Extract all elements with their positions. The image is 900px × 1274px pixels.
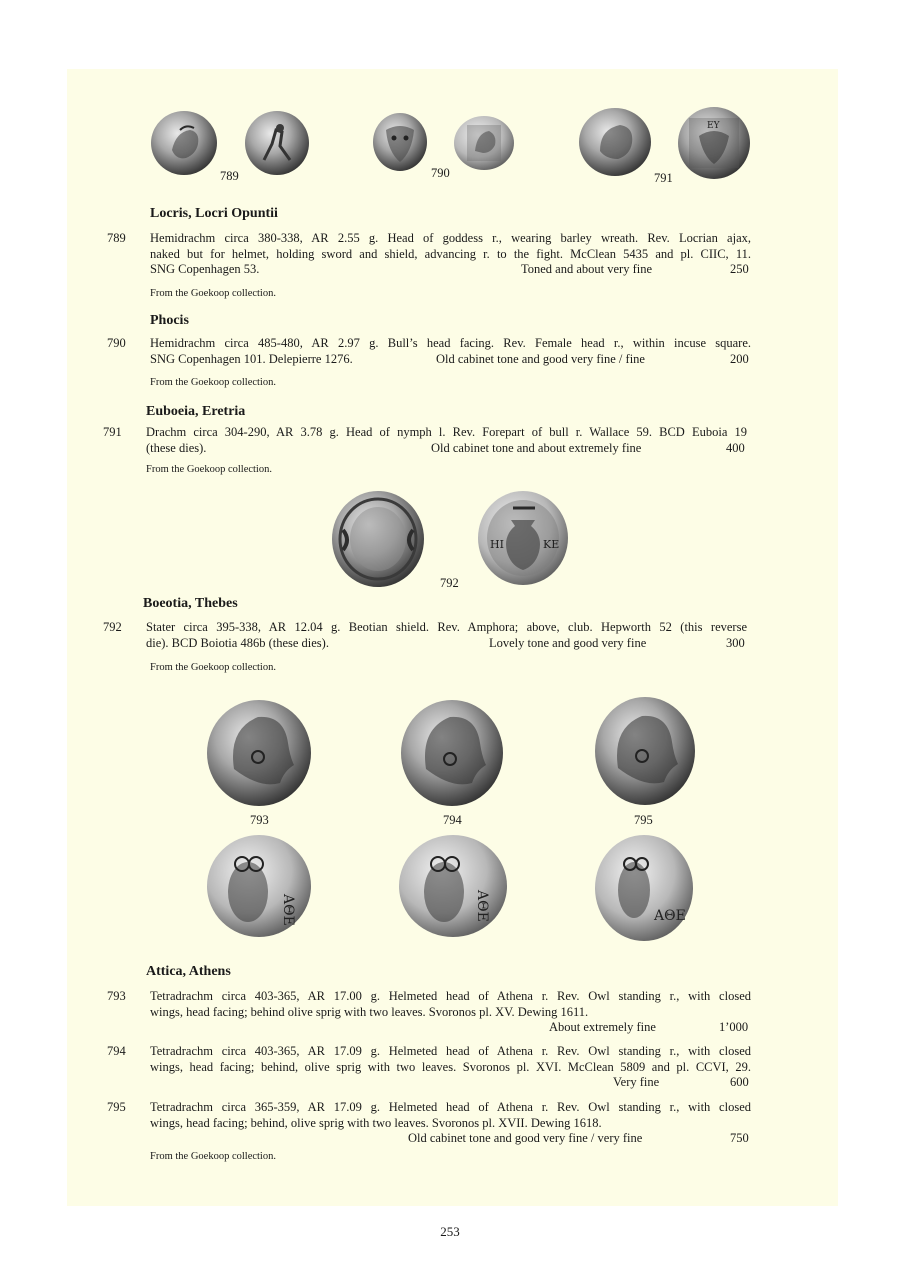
lot-794-estimate: 600: [730, 1075, 749, 1089]
coin-792-reverse: [477, 490, 569, 586]
lot-795-line-2: wings, head facing; behind, olive sprig with two leaves. Svoronos pl. XVII. Dewing 1618.: [150, 1115, 602, 1130]
section-heading-boeotia: Boeotia, Thebes: [143, 596, 238, 611]
coin-789-reverse: [244, 110, 310, 176]
lot-793-grade: About extremely fine: [549, 1020, 656, 1034]
lot-790-grade: Old cabinet tone and good very fine / fine: [436, 352, 645, 366]
lot-number-795: 795: [107, 1100, 126, 1114]
lot-description-795: [150, 1100, 751, 1131]
section-heading-euboeia: Euboeia, Eretria: [146, 404, 246, 419]
lot-789-grade: Toned and about very fine: [521, 262, 653, 276]
lot-number-792: 792: [103, 620, 122, 634]
lot-791-line-2: (these dies).: [146, 440, 207, 455]
lot-description-794: [150, 1044, 751, 1075]
lot-792-line-2: die). BCD Boiotia 486b (these dies).: [146, 635, 329, 650]
lot-795-provenance: From the Goekoop collection.: [150, 1151, 276, 1162]
lot-792-grade: Lovely tone and good very fine: [489, 636, 647, 650]
lot-description-792: [146, 620, 747, 651]
coin-793-inscription: ΑΘΕ: [280, 894, 296, 926]
lot-794-line-2: wings, head facing; behind, olive sprig with two leaves. Svoronos pl. XVI. McClean 5809 and pl. CCVI, 29.: [150, 1059, 751, 1074]
coin-label-790: 790: [431, 166, 450, 180]
coin-792-obverse: [331, 490, 425, 588]
coin-794-obverse: [400, 699, 504, 807]
coin-label-791: 791: [654, 171, 673, 185]
coin-label-795: 795: [634, 813, 653, 827]
coin-791-reverse: [677, 106, 751, 180]
lot-number-793: 793: [107, 989, 126, 1003]
coin-label-794: 794: [443, 813, 462, 827]
lot-794-line-1: Tetradrachm circa 403-365, AR 17.09 g. Helmeted head of Athena r. Rev. Owl standing r., with closed: [150, 1044, 751, 1058]
lot-791-line-1: Drachm circa 304-290, AR 3.78 g. Head of nymph l. Rev. Forepart of bull r. Wallace 59. BCD Euboia 19: [146, 425, 747, 439]
lot-790-line-2: SNG Copenhagen 101. Delepierre 1276.: [150, 351, 353, 366]
coin-792-inscription-right: ΚΕ: [543, 538, 560, 551]
lot-789-line-3: SNG Copenhagen 53.: [150, 262, 260, 276]
coin-789-obverse: [150, 110, 218, 176]
lot-number-790: 790: [107, 336, 126, 350]
coin-791-inscription: ΕΥ: [707, 121, 720, 131]
coin-795-reverse: [594, 834, 694, 942]
page-number: 253: [440, 1224, 460, 1239]
coin-795-obverse: [594, 696, 696, 806]
coin-794-reverse: [398, 834, 508, 938]
lot-792-estimate: 300: [726, 636, 745, 650]
lot-790-estimate: 200: [730, 352, 749, 366]
lot-description-793: [150, 989, 751, 1020]
lot-number-794: 794: [107, 1044, 126, 1058]
lot-793-line-2: wings, head facing; behind olive sprig with two leaves. Svoronos pl. XV. Dewing 1611.: [150, 1004, 589, 1019]
lot-790-provenance: From the Goekoop collection.: [150, 377, 276, 388]
lot-795-grade: Old cabinet tone and good very fine / very fine: [408, 1131, 643, 1145]
lot-number-791: 791: [103, 425, 122, 439]
lot-791-estimate: 400: [726, 441, 745, 455]
coin-794-inscription: ΑΘΕ: [474, 890, 490, 922]
coin-label-793: 793: [250, 813, 269, 827]
lot-789-estimate: 250: [730, 262, 749, 276]
lot-793-line-1: Tetradrachm circa 403-365, AR 17.00 g. Helmeted head of Athena r. Rev. Owl standing r., with closed: [150, 989, 751, 1003]
lot-number-789: 789: [107, 231, 126, 245]
lot-789-line-2: naked but for helmet, holding sword and shield, advancing r. to the fight. McClean 5435 and pl. CIIC, 11.: [150, 246, 751, 261]
coin-793-obverse: [206, 699, 312, 807]
coin-790-obverse: [372, 112, 428, 172]
lot-789-line-1: Hemidrachm circa 380-338, AR 2.55 g. Head of goddess r., wearing barley wreath. Rev. Locrian ajax,: [150, 231, 751, 245]
section-heading-attica: Attica, Athens: [146, 964, 231, 979]
coin-791-obverse: [578, 107, 652, 177]
section-heading-locris: Locris, Locri Opuntii: [150, 206, 278, 221]
lot-795-estimate: 750: [730, 1131, 749, 1145]
coin-label-789: 789: [220, 169, 239, 183]
lot-791-provenance: From the Goekoop collection.: [146, 464, 272, 475]
lot-789-provenance: From the Goekoop collection.: [150, 288, 276, 299]
coin-label-792: 792: [440, 576, 459, 590]
lot-791-grade: Old cabinet tone and about extremely fine: [431, 441, 642, 455]
lot-794-grade: Very fine: [613, 1075, 660, 1089]
lot-792-provenance: From the Goekoop collection.: [150, 662, 276, 673]
lot-795-line-1: Tetradrachm circa 365-359, AR 17.09 g. Helmeted head of Athena r. Rev. Owl standing r., with closed: [150, 1100, 751, 1114]
coin-790-reverse: [453, 115, 515, 171]
coin-793-reverse: [206, 834, 312, 938]
lot-description-789: [150, 231, 751, 278]
coin-795-inscription: ΑΘΕ: [654, 908, 686, 924]
lot-792-line-1: Stater circa 395-338, AR 12.04 g. Beotian shield. Rev. Amphora; above, club. Hepworth 52 (this reverse: [146, 620, 747, 634]
lot-793-estimate: 1’000: [719, 1020, 749, 1034]
section-heading-phocis: Phocis: [150, 313, 189, 328]
lot-790-line-1: Hemidrachm circa 485-480, AR 2.97 g. Bull’s head facing. Rev. Female head r., within incuse square.: [150, 336, 751, 350]
coin-792-inscription-left: HI: [490, 538, 504, 551]
